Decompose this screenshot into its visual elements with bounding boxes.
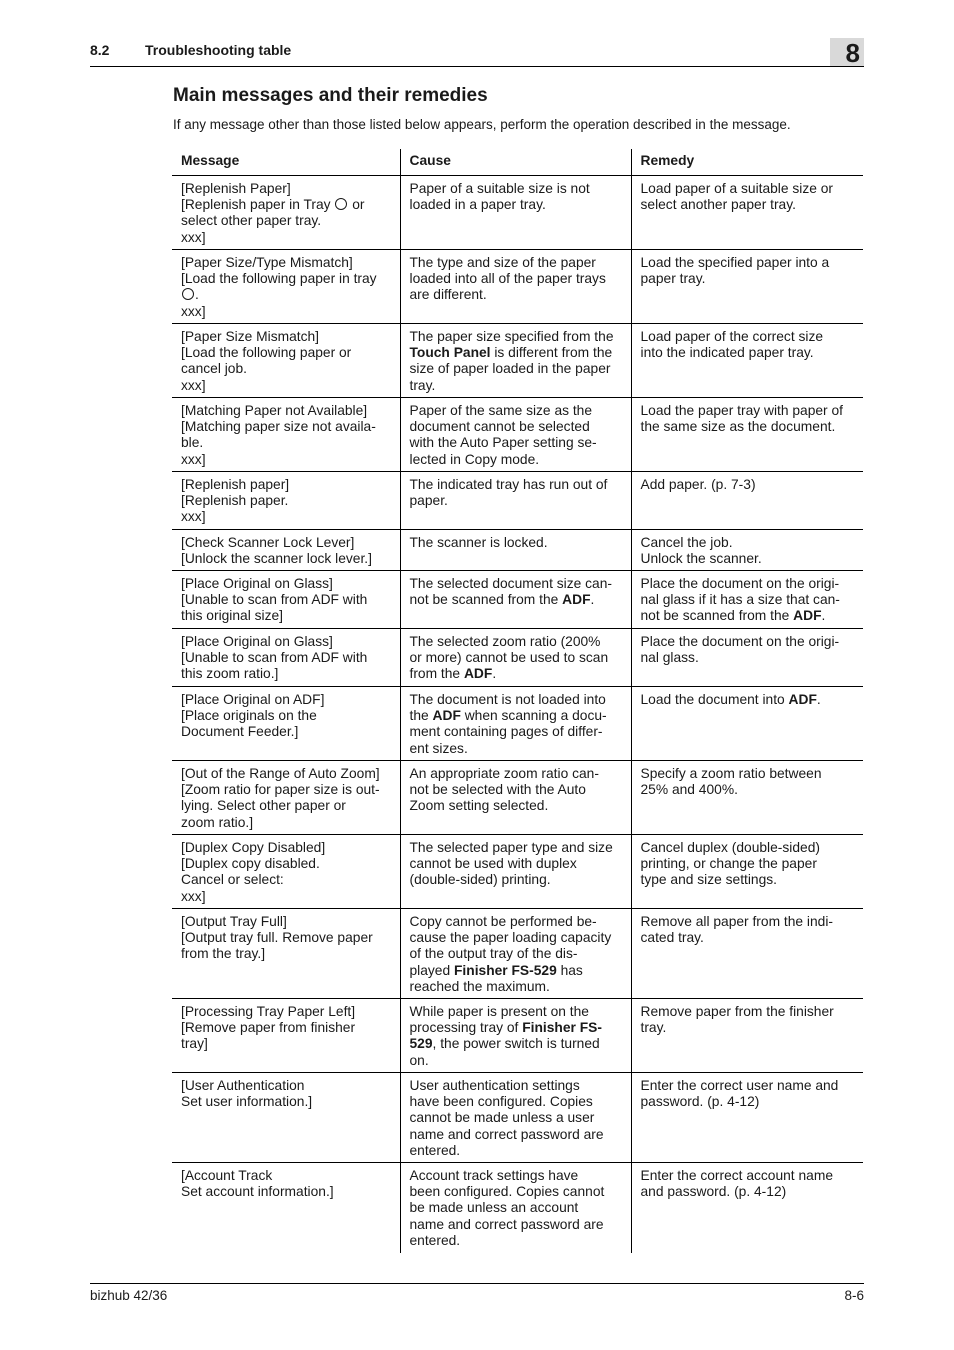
message-line: [Replenish Paper] — [181, 181, 291, 196]
cause-line: been configured. Copies cannot — [409, 1184, 605, 1200]
message-cell — [172, 761, 400, 835]
remedy-line: Remove paper from the finisher — [640, 1004, 834, 1019]
message-line: [Duplex Copy Disabled] — [181, 840, 326, 855]
cause-line: from the ADF. — [409, 666, 497, 682]
cause-line: document cannot be selected — [409, 419, 590, 435]
remedy-line: type and size settings. — [640, 872, 778, 888]
table-row — [172, 835, 863, 909]
message-cell — [172, 324, 400, 398]
column-header-remedy: Remedy — [631, 149, 863, 176]
cause-cell — [400, 909, 631, 999]
remedy-line: Load the document into ADF. — [640, 692, 821, 707]
message-line: [Duplex copy disabled. — [181, 856, 320, 872]
cause-line: paper. — [409, 493, 448, 509]
cause-cell — [400, 530, 631, 571]
cause-line: The scanner is locked. — [409, 535, 548, 550]
message-line: [Replenish paper] — [181, 477, 290, 492]
table-row — [172, 1073, 863, 1163]
remedy-line: Unlock the scanner. — [640, 551, 762, 567]
cause-cell — [400, 999, 631, 1073]
cause-line: loaded in a paper tray. — [409, 197, 546, 213]
table-row — [172, 398, 863, 472]
remedy-cell — [631, 472, 863, 530]
remedy-line: Place the document on the origi- — [640, 576, 840, 591]
cause-line: cannot be made unless a user — [409, 1110, 595, 1126]
table-row — [172, 530, 863, 571]
message-line: [Matching paper size not availa- — [181, 419, 376, 435]
message-line: xxx] — [181, 229, 206, 245]
message-line: [Processing Tray Paper Left] — [181, 1004, 356, 1019]
cause-line: entered. — [409, 1142, 461, 1158]
table-row — [172, 761, 863, 835]
message-line: [User Authentication — [181, 1078, 305, 1093]
cause-line: entered. — [409, 1232, 461, 1248]
remedy-line: Load the specified paper into a — [640, 255, 830, 270]
remedy-cell — [631, 629, 863, 687]
cause-cell — [400, 687, 631, 761]
table-row — [172, 176, 863, 250]
message-line: [Out of the Range of Auto Zoom] — [181, 766, 380, 781]
cause-line: size of paper loaded in the paper — [409, 361, 611, 377]
message-line: [Place Original on Glass] — [181, 634, 333, 649]
message-line: [Replenish paper in Tray or — [181, 197, 365, 213]
message-cell — [172, 250, 400, 324]
tray-number-placeholder-icon — [335, 198, 347, 210]
cause-line: Paper of a suitable size is not — [409, 181, 590, 196]
cause-line: (double-sided) printing. — [409, 872, 551, 888]
cause-line: cannot be used with duplex — [409, 856, 577, 872]
cause-cell — [400, 571, 631, 629]
remedy-line: nal glass if it has a size that can- — [640, 592, 840, 608]
cause-line: Copy cannot be performed be- — [409, 914, 597, 929]
cause-line: loaded into all of the paper trays — [409, 271, 606, 287]
cause-line: or more) cannot be used to scan — [409, 650, 609, 666]
remedy-cell — [631, 999, 863, 1073]
remedy-line: not be scanned from the ADF. — [640, 608, 826, 624]
remedy-line: cated tray. — [640, 930, 704, 946]
message-cell — [172, 1163, 400, 1253]
message-line: [Matching Paper not Available] — [181, 403, 368, 418]
cause-line: are different. — [409, 287, 487, 303]
message-line: [Output Tray Full] — [181, 914, 287, 929]
message-line: [Unable to scan from ADF with — [181, 592, 368, 608]
remedy-line: Load paper of the correct size — [640, 329, 824, 344]
troubleshooting-table — [172, 149, 863, 1253]
tray-number-placeholder-icon — [182, 288, 194, 300]
message-line: xxx] — [181, 451, 206, 467]
message-line: [Load the following paper in tray — [181, 271, 377, 287]
cause-line: name and correct password are — [409, 1126, 604, 1142]
remedy-line: Place the document on the origi- — [640, 634, 840, 649]
table-row — [172, 1163, 863, 1253]
message-line: [Remove paper from finisher — [181, 1020, 356, 1036]
message-line: [Unable to scan from ADF with — [181, 650, 368, 666]
message-line: Set user information.] — [181, 1094, 313, 1110]
message-line: [Output tray full. Remove paper — [181, 930, 373, 946]
remedy-line: tray. — [640, 1020, 667, 1036]
message-line: Document Feeder.] — [181, 724, 299, 740]
cause-line: with the Auto Paper setting se- — [409, 435, 597, 451]
table-row — [172, 472, 863, 530]
cause-line: not be selected with the Auto — [409, 782, 586, 798]
cause-cell — [400, 835, 631, 909]
table-row — [172, 250, 863, 324]
cause-line: The paper size specified from the — [409, 329, 614, 344]
cause-line: The selected document size can- — [409, 576, 612, 591]
cause-line: lected in Copy mode. — [409, 451, 540, 467]
remedy-line: 25% and 400%. — [640, 782, 738, 798]
message-line: [Zoom ratio for paper size is out- — [181, 782, 380, 798]
message-line: xxx] — [181, 377, 206, 393]
message-line: Cancel or select: — [181, 872, 284, 888]
section-title: Troubleshooting table — [145, 42, 292, 58]
remedy-line: Cancel the job. — [640, 535, 733, 550]
cause-line: While paper is present on the — [409, 1004, 589, 1019]
message-cell — [172, 398, 400, 472]
cause-line: the ADF when scanning a docu- — [409, 708, 607, 724]
cause-line: Zoom setting selected. — [409, 798, 549, 814]
remedy-line: select another paper tray. — [640, 197, 796, 213]
message-line: cancel job. — [181, 361, 247, 377]
column-header-cause: Cause — [400, 149, 631, 176]
remedy-line: into the indicated paper tray. — [640, 345, 814, 361]
cause-line: tray. — [409, 377, 436, 393]
message-line: this original size] — [181, 608, 283, 624]
message-cell — [172, 999, 400, 1073]
remedy-cell — [631, 835, 863, 909]
cause-line: cause the paper loading capacity — [409, 930, 612, 946]
remedy-cell — [631, 687, 863, 761]
cause-line: name and correct password are — [409, 1216, 604, 1232]
cause-line: reached the maximum. — [409, 978, 550, 994]
cause-line: The selected paper type and size — [409, 840, 613, 855]
remedy-cell — [631, 250, 863, 324]
message-cell — [172, 909, 400, 999]
cause-cell — [400, 176, 631, 250]
remedy-line: Enter the correct user name and — [640, 1078, 839, 1093]
page-title: Main messages and their remedies — [173, 85, 488, 106]
message-line: xxx] — [181, 509, 206, 525]
remedy-cell — [631, 530, 863, 571]
remedy-line: printing, or change the paper — [640, 856, 817, 872]
message-line: [Paper Size/Type Mismatch] — [181, 255, 353, 270]
footer-rule — [90, 1283, 864, 1284]
message-cell — [172, 530, 400, 571]
table-row — [172, 999, 863, 1073]
message-line: [Place Original on ADF] — [181, 692, 325, 707]
table-body — [172, 176, 863, 1253]
intro-paragraph: If any message other than those listed below appears, perform the operation described in the message. — [173, 117, 791, 132]
cause-line: have been configured. Copies — [409, 1094, 593, 1110]
remedy-cell — [631, 1073, 863, 1163]
column-header-message: Message — [172, 149, 400, 176]
message-line: [Account Track — [181, 1168, 273, 1183]
cause-cell — [400, 1163, 631, 1253]
message-cell — [172, 176, 400, 250]
table-row — [172, 687, 863, 761]
remedy-cell — [631, 398, 863, 472]
message-cell — [172, 1073, 400, 1163]
cause-line: be made unless an account — [409, 1200, 579, 1216]
message-line: ble. — [181, 435, 204, 451]
page-header — [90, 38, 864, 67]
remedy-line: paper tray. — [640, 271, 706, 287]
message-line: . — [181, 287, 394, 303]
message-line: from the tray.] — [181, 946, 266, 962]
remedy-cell — [631, 761, 863, 835]
message-line: [Replenish paper. — [181, 493, 289, 509]
cause-line: of the output tray of the dis- — [409, 946, 578, 962]
message-cell — [172, 629, 400, 687]
cause-cell — [400, 398, 631, 472]
remedy-cell — [631, 176, 863, 250]
message-line: [Place originals on the — [181, 708, 317, 724]
remedy-line: Load the paper tray with paper of — [640, 403, 843, 418]
cause-line: The indicated tray has run out of — [409, 477, 608, 492]
message-line: xxx] — [181, 303, 206, 319]
cause-line: The selected zoom ratio (200% — [409, 634, 601, 649]
footer-page-number: 8-6 — [844, 1288, 864, 1303]
cause-line: processing tray of Finisher FS- — [409, 1020, 602, 1036]
cause-cell — [400, 250, 631, 324]
chapter-number-badge: 8 — [830, 38, 864, 66]
message-line: this zoom ratio.] — [181, 666, 279, 682]
remedy-line: the same size as the document. — [640, 419, 836, 435]
table-header-row — [172, 149, 863, 176]
cause-line: Paper of the same size as the — [409, 403, 593, 418]
cause-line: User authentication settings — [409, 1078, 580, 1093]
cause-line: The type and size of the paper — [409, 255, 596, 270]
cause-line: not be scanned from the ADF. — [409, 592, 595, 608]
remedy-cell — [631, 324, 863, 398]
cause-line: Account track settings have — [409, 1168, 579, 1183]
remedy-line: nal glass. — [640, 650, 699, 666]
message-cell — [172, 571, 400, 629]
message-line: select other paper tray. — [181, 213, 322, 229]
message-line: [Paper Size Mismatch] — [181, 329, 320, 344]
cause-line: An appropriate zoom ratio can- — [409, 766, 599, 781]
remedy-cell — [631, 571, 863, 629]
remedy-line: Load paper of a suitable size or — [640, 181, 834, 196]
cause-cell — [400, 1073, 631, 1163]
table-row — [172, 909, 863, 999]
table-row — [172, 324, 863, 398]
message-line: [Check Scanner Lock Lever] — [181, 535, 355, 550]
remedy-line: Remove all paper from the indi- — [640, 914, 833, 929]
message-cell — [172, 835, 400, 909]
message-cell — [172, 472, 400, 530]
message-line: xxx] — [181, 888, 206, 904]
cause-line: played Finisher FS-529 has — [409, 962, 583, 978]
message-line: zoom ratio.] — [181, 814, 254, 830]
cause-line: 529, the power switch is turned — [409, 1036, 600, 1052]
cause-line: ment containing pages of differ- — [409, 724, 603, 740]
cause-line: on. — [409, 1052, 429, 1068]
remedy-cell — [631, 1163, 863, 1253]
message-line: [Load the following paper or — [181, 345, 352, 361]
remedy-line: password. (p. 4-12) — [640, 1094, 760, 1110]
remedy-line: Add paper. (p. 7-3) — [640, 477, 756, 492]
remedy-line: and password. (p. 4-12) — [640, 1184, 787, 1200]
footer-product-name: bizhub 42/36 — [90, 1288, 168, 1303]
cause-cell — [400, 324, 631, 398]
message-line: [Place Original on Glass] — [181, 576, 333, 591]
cause-line: The document is not loaded into — [409, 692, 606, 707]
message-line: lying. Select other paper or — [181, 798, 346, 814]
section-number: 8.2 — [90, 42, 110, 58]
remedy-line: Enter the correct account name — [640, 1168, 833, 1183]
message-line: tray] — [181, 1036, 208, 1052]
cause-cell — [400, 761, 631, 835]
remedy-cell — [631, 909, 863, 999]
message-line: Set account information.] — [181, 1184, 334, 1200]
remedy-line: Specify a zoom ratio between — [640, 766, 822, 781]
message-line: [Unlock the scanner lock lever.] — [181, 551, 372, 567]
table-row — [172, 571, 863, 629]
table-row — [172, 629, 863, 687]
cause-line: ent sizes. — [409, 740, 468, 756]
cause-line: Touch Panel is different from the — [409, 345, 613, 361]
cause-cell — [400, 472, 631, 530]
cause-cell — [400, 629, 631, 687]
message-cell — [172, 687, 400, 761]
remedy-line: Cancel duplex (double-sided) — [640, 840, 820, 855]
